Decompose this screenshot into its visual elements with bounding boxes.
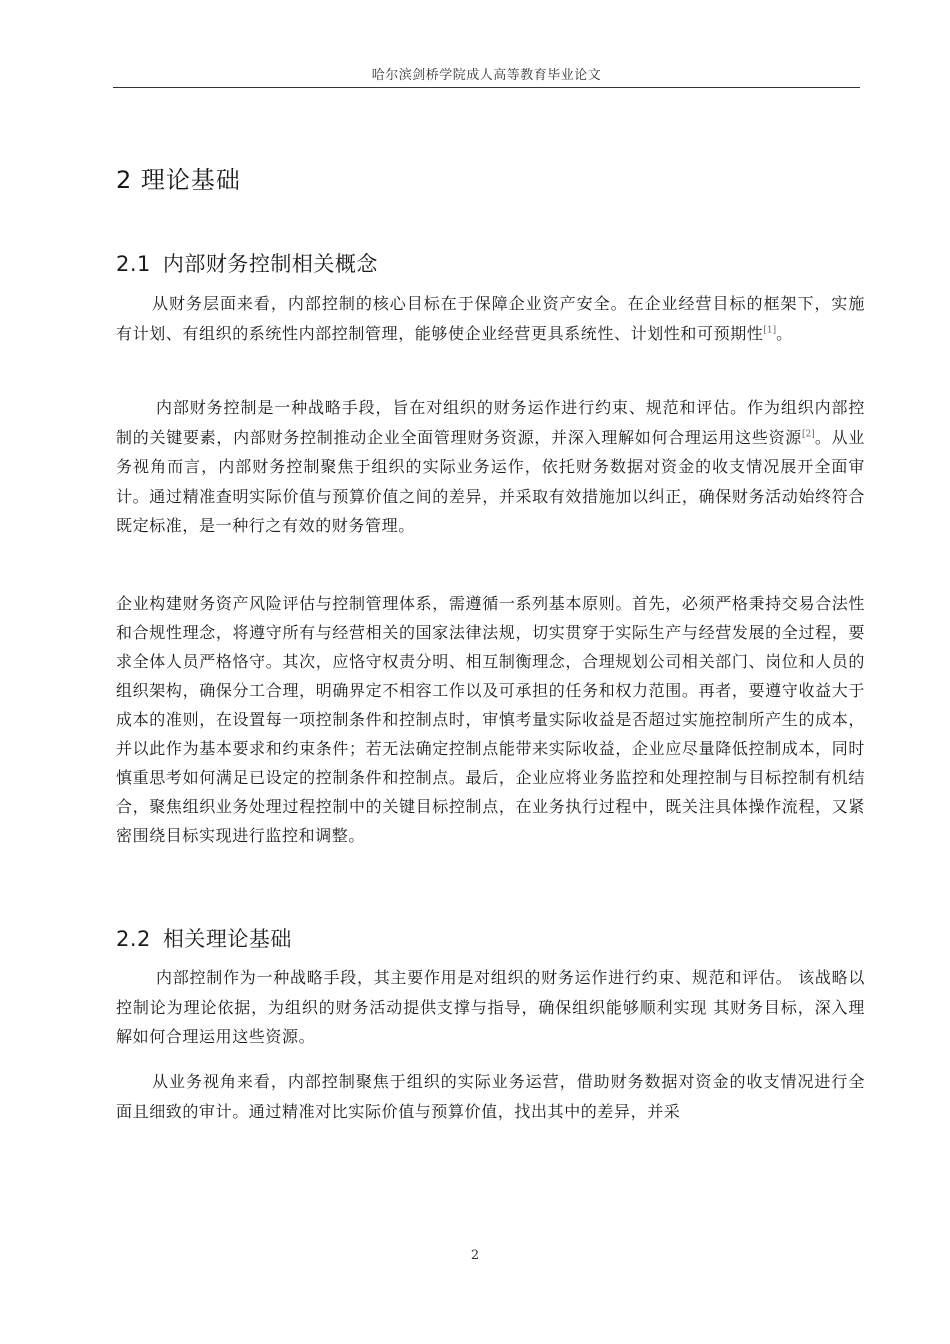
paragraph-text: 。从业务视角而言，内部财务控制聚焦于组织的实际业务运作，依托财务数据对资金的收支情况展开全面审计。通过精准查明实际价值与预算价值之间的差异，并采取有效措施加以纠正，确保财务活动始终符合既定标准，是一种行之有效的财务管理。 bbox=[116, 427, 865, 535]
section-title-text: 相关理论基础 bbox=[162, 927, 292, 951]
paragraph-text: 内部财务控制是一种战略手段，旨在对组织的财务运作进行约束、规范和评估。作为组织内部控制的关键要素，内部财务控制推动企业全面管理财务资源，并深入理解如何合理运用这些资源 bbox=[116, 398, 865, 447]
chapter-title: 2 理论基础 bbox=[116, 166, 241, 194]
page-number: 2 bbox=[470, 1248, 480, 1263]
section-number: 2.2 bbox=[116, 927, 151, 951]
paragraph-5: 从业务视角来看，内部控制聚焦于组织的实际业务运营，借助财务数据对资金的收支情况进行全面且细致的审计。通过精准对比实际价值与预算价值，找出其中的差异，并采 bbox=[116, 1072, 865, 1121]
section-number: 2.1 bbox=[116, 252, 151, 276]
paragraph-text: 从财务层面来看，内部控制的核心目标在于保障企业资产安全。在企业经营目标的框架下，实施有计划、有组织的系统性内部控制管理，能够使企业经营更具系统性、计划性和可预期性 bbox=[116, 294, 865, 343]
paragraph-2 bbox=[116, 393, 865, 541]
paragraph-4: 内部控制作为一种战略手段，其主要作用是对组织的财务运作进行约束、规范和评估。 该战略以控制论为理论依据，为组织的财务活动提供支撑与指导，确保组织能够顺利实现 其财务目标，深入理解如何合理运用这些资源。 bbox=[116, 968, 865, 1046]
section-heading-2-1 bbox=[116, 248, 378, 278]
paragraph-text: 。 bbox=[776, 323, 793, 343]
citation-ref-2: [2] bbox=[802, 429, 815, 440]
paragraph-1 bbox=[116, 289, 865, 348]
running-header: 哈尔滨剑桥学院成人高等教育毕业论文 bbox=[371, 68, 602, 83]
section-title-text: 内部财务控制相关概念 bbox=[162, 252, 378, 276]
header-rule bbox=[113, 87, 860, 88]
paragraph-3: 企业构建财务资产风险评估与控制管理体系，需遵循一系列基本原则。首先，必须严格秉持交易合法性和合规性理念，将遵守所有与经营相关的国家法律法规，切实贯穿于实际生产与经营发展的全过程，要求全体人员严格恪守。其次，应恪守权责分明、相互制衡理念，合理规划公司相关部门、岗位和人员的组织架构，确保分工合理，明确界定不相容工作以及可承担的任务和权力范围。再者，要遵守收益大于成本的准则，在设置每一项控制条件和控制点时，审慎考量实际收益是否超过实施控制所产生的成本，并以此作为基本要求和约束条件；若无法确定控制点能带来实际收益，企业应尽量降低控制成本，同时慎重思考如何满足已设定的控制条件和控制点。最后，企业应将业务监控和处理控制与目标控制有机结合，聚焦组织业务处理过程控制中的关键目标控制点，在业务执行过程中，既关注具体操作流程，又紧密围绕目标实现进行监控和调整。 bbox=[116, 594, 865, 845]
citation-ref-1: [1] bbox=[763, 325, 777, 336]
section-heading-2-2 bbox=[116, 923, 292, 953]
